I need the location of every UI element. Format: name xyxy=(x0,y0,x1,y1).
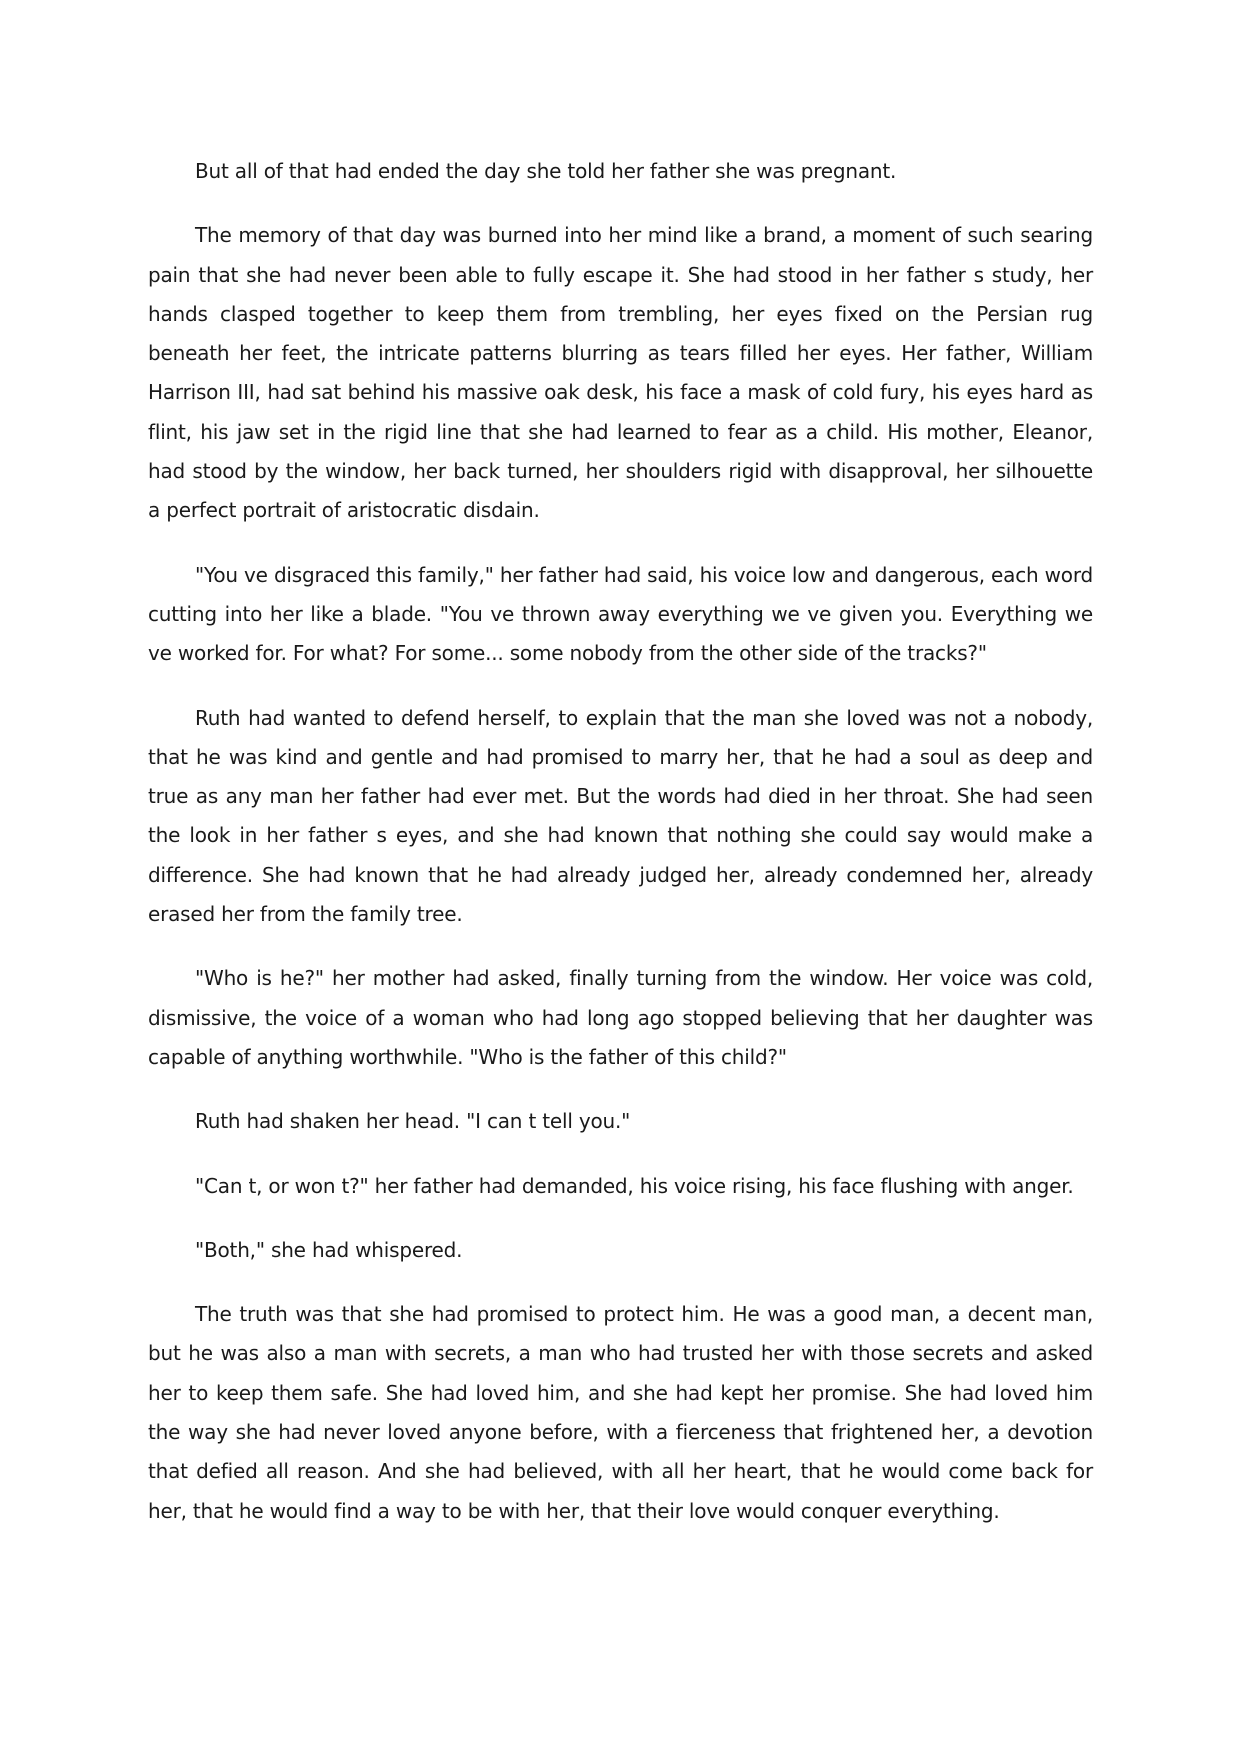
paragraph: "Who is he?" her mother had asked, finally turning from the window. Her voice was cold, dismissive, the voice of a woman who had long ago stopped believing that her daughter was capable of anything worthwhile. "Who is the father of this child?" xyxy=(148,966,1093,1069)
paragraph: The truth was that she had promised to protect him. He was a good man, a decent man, but he was also a man with secrets, a man who had trusted her with those secrets and asked her to keep them safe. She had loved him, and she had kept her promise. She had loved him the way she had never loved anyone before, with a fierceness that frightened her, a devotion that defied all reason. And she had believed, with all her heart, that he would come back for her, that he would find a way to be with her, that their love would conquer everything. xyxy=(148,1302,1093,1523)
paragraph: "Can t, or won t?" her father had demanded, his voice rising, his face flushing with anger. xyxy=(195,1173,1074,1198)
paragraph: But all of that had ended the day she told her father she was pregnant. xyxy=(195,159,897,183)
paragraph: The memory of that day was burned into her mind like a brand, a moment of such searing pain that she had never been able to fully escape it. She had stood in her father s study, her hands clasped together to keep them from trembling, her eyes fixed on the Persian rug beneath her feet, the intricate patterns blurring as tears filled her eyes. Her father, William Harrison III, had sat behind his massive oak desk, his face a mask of cold fury, his eyes hard as flint, his jaw set in the rigid line that she had learned to fear as a child. His mother, Eleanor, had stood by the window, her back turned, her shoulders rigid with disapproval, her silhouette a perfect portrait of aristocratic disdain. xyxy=(148,223,1093,523)
document-page xyxy=(148,152,1093,1556)
paragraph: Ruth had shaken her head. "I can t tell you." xyxy=(195,1109,631,1134)
paragraph: Ruth had wanted to defend herself, to explain that the man she loved was not a nobody, that he was kind and gentle and had promised to marry her, that he had a soul as deep and true as any man her father had ever met. But the words had died in her throat. She had seen the look in her father s eyes, and she had known that nothing she could say would make a difference. She had known that he had already judged her, already condemned her, already erased her from the family tree. xyxy=(148,705,1093,927)
paragraph: "Both," she had whispered. xyxy=(195,1237,463,1262)
paragraph: "You ve disgraced this family," her father had said, his voice low and dangerous, each word cutting into her like a blade. "You ve thrown away everything we ve given you. Everything we ve worked for. For what? For some... some nobody from the other side of the tracks?" xyxy=(148,562,1093,666)
